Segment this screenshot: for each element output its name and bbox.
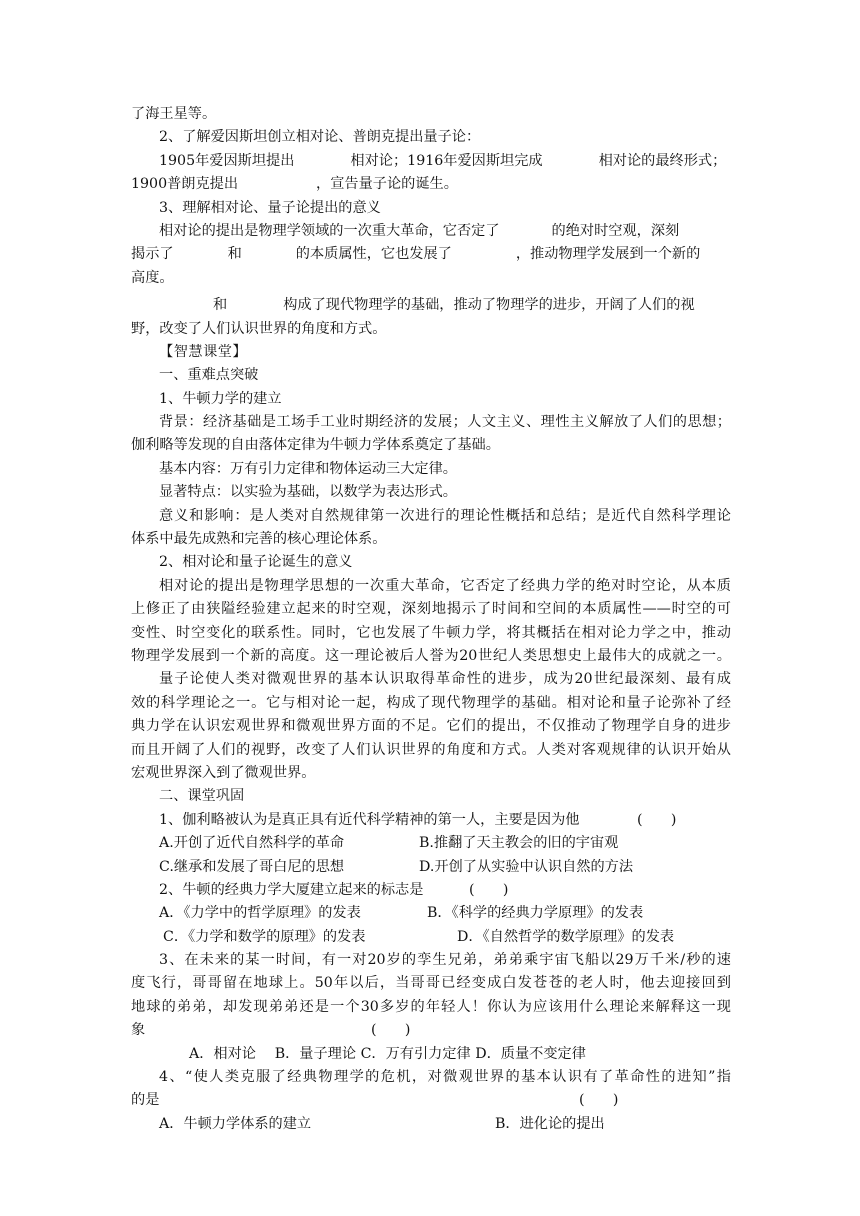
line-text: 3、理解相对论、量子论提出的意义 — [159, 199, 381, 216]
text-line — [131, 318, 731, 341]
question-stem — [131, 879, 731, 902]
line-text: ，宣告量子论的诞生。 — [316, 176, 458, 193]
fill-blank-line — [131, 150, 731, 173]
line-text: 的是 — [131, 1092, 160, 1109]
line-text: 相对论的最终形式； — [598, 152, 727, 169]
text-line — [131, 528, 731, 551]
line-text: 2、相对论和量子论诞生的意义 — [159, 554, 353, 571]
section-heading — [131, 364, 731, 387]
line-text: 3、在未来的某一时间，有一对20岁的孪生兄弟，弟弟乘宇宙飞船以29万千米/秒的速 — [159, 952, 731, 969]
options-text: A．相对论 B．量子理论 C．万有引力定律 D．质量不变定律 — [189, 1045, 586, 1062]
line-text: 效的科学理论之一。它与相对论一起，构成了现代物理学的基础。相对论和量子论弥补了经 — [131, 694, 731, 711]
text-line — [131, 411, 731, 434]
line-text: 4、“使人类克服了经典物理学的危机，对微观世界的基本认识有了革命性的进知”指 — [159, 1069, 731, 1086]
subheading — [131, 388, 731, 411]
text-line — [131, 739, 731, 762]
text-line — [131, 434, 731, 457]
text-line — [131, 972, 731, 995]
fill-blank-line — [131, 294, 731, 317]
option-a: A．牛顿力学体系的建立 — [159, 1115, 312, 1132]
line-text: 显著特点：以实验为基础，以数学为表达形式。 — [159, 484, 457, 501]
line-text: 度飞行，哥哥留在地球上。50年以后，当哥哥已经变成白发苍苍的老人时，他去迎接回到 — [131, 975, 731, 992]
text-line — [131, 598, 731, 621]
line-text: 意义和影响：是人类对自然规律第一次进行的理论性概括和总结；是近代自然科学理论 — [159, 507, 731, 524]
text-line — [131, 1019, 731, 1042]
line-text: 相对论的提出是物理学思想的一次重大革命，它否定了经典力学的绝对时空论，从本质 — [159, 577, 731, 594]
text-line — [131, 996, 731, 1019]
options-row — [131, 1043, 731, 1066]
fill-blank-line — [131, 173, 731, 196]
fill-blank-line — [131, 243, 731, 266]
option-b: B．进化论的提出 — [495, 1115, 605, 1132]
line-text: ，推动物理学发展到一个新的 — [515, 246, 701, 263]
line-text: 二、课堂巩固 — [159, 788, 245, 805]
subheading — [131, 197, 731, 220]
question-stem — [131, 949, 731, 972]
options-row — [131, 856, 731, 879]
line-text: 2、了解爱因斯坦创立相对论、普朗克提出量子论： — [159, 129, 481, 146]
line-text: 相对论的提出是物理学领域的一次重大革命，它否定了 — [159, 222, 500, 239]
line-text: 【智慧课堂】 — [159, 343, 248, 360]
option-c: C.继承和发展了哥白尼的思想 — [159, 858, 345, 875]
line-text: 变性、时空变化的联系性。同时，它也发展了牛顿力学，将其概括在相对论力学之中，推动 — [131, 624, 731, 641]
line-text: 了海王星等。 — [131, 106, 217, 122]
option-c: C．《力学和数学的原理》的发表 — [163, 928, 366, 945]
line-text: 物理学发展到一个新的高度。这一理论被后人誉为20世纪人类思想史上最伟大的成就之一。 — [131, 647, 731, 664]
line-text: 典力学在认识宏观世界和微观世界方面的不足。它们的提出，不仅推动了物理学自身的进步 — [131, 718, 731, 735]
line-text: 的本质属性，它也发展了 — [295, 246, 452, 263]
question-stem — [131, 809, 731, 832]
line-text: 和 — [213, 297, 228, 314]
subheading — [131, 551, 731, 574]
text-line — [131, 505, 731, 528]
line-text: 象 — [131, 1022, 146, 1039]
line-text: 的绝对时空观，深刻 — [551, 222, 680, 239]
option-a: A.开创了近代自然科学的革命 — [159, 835, 345, 852]
options-row — [131, 832, 731, 855]
options-row — [131, 926, 731, 949]
options-row — [131, 1113, 731, 1136]
text-line — [131, 481, 731, 504]
line-text: 1、牛顿力学的建立 — [159, 390, 282, 407]
line-text: 1、伽利略被认为是真正具有近代科学精神的第一人，主要是因为他 — [159, 811, 580, 828]
line-text: 1905年爱因斯坦提出 — [159, 152, 295, 169]
text-line — [131, 762, 731, 785]
text-line — [131, 715, 731, 738]
line-text: 而且开阔了人们的视野，改变了人们认识世界的角度和方式。人类对客观规律的认识开始从 — [131, 741, 731, 758]
subheading — [131, 126, 731, 149]
text-line — [131, 458, 731, 481]
option-d: D.开创了从实验中认识自然的方法 — [419, 858, 634, 875]
line-text: 野，改变了人们认识世界的角度和方式。 — [131, 320, 387, 337]
line-text: 地球的弟弟，却发现弟弟还是一个30多岁的年轻人！你认为应该用什么理论来解释这一现 — [131, 998, 731, 1015]
option-b: B．《科学的经典力学原理》的发表 — [427, 905, 644, 922]
document-page — [131, 103, 731, 1136]
options-row — [131, 902, 731, 925]
section-heading — [131, 341, 731, 364]
text-line — [131, 267, 731, 290]
answer-bracket: ( ) — [637, 811, 677, 828]
line-text: 量子论使人类对微观世界的基本认识取得革命性的进步，成为20世纪最深刻、最有成 — [159, 671, 731, 688]
line-text: 基本内容：万有引力定律和物体运动三大定律。 — [159, 460, 457, 477]
line-text: 和 — [227, 246, 242, 263]
text-line — [131, 668, 731, 691]
option-a: A．《力学中的哲学原理》的发表 — [159, 905, 361, 922]
answer-bracket: ( ) — [371, 1022, 411, 1039]
option-d: D．《自然哲学的数学原理》的发表 — [457, 928, 675, 945]
section-heading — [131, 785, 731, 808]
text-line — [131, 692, 731, 715]
answer-bracket: ( ) — [579, 1092, 619, 1109]
line-text: 一、重难点突破 — [159, 367, 259, 384]
line-text: 背景：经济基础是工场手工业时期经济的发展；人文主义、理性主义解放了人们的思想； — [159, 414, 731, 431]
text-line — [131, 645, 731, 668]
line-text: 揭示了 — [131, 246, 174, 263]
line-text: 宏观世界深入到了微观世界。 — [131, 764, 316, 781]
line-text: 相对论；1916年爱因斯坦完成 — [350, 152, 543, 169]
line-text: 高度。 — [131, 269, 174, 286]
fill-blank-line — [131, 220, 731, 243]
line-text: 1900普朗克提出 — [131, 176, 239, 193]
line-text: 伽利略等发现的自由落体定律为牛顿力学体系奠定了基础。 — [131, 437, 500, 454]
option-b: B.推翻了天主教会的旧的宇宙观 — [419, 835, 619, 852]
text-line — [131, 103, 731, 126]
line-text: 构成了现代物理学的基础，推动了物理学的进步，开阔了人们的视 — [283, 297, 695, 314]
question-stem — [131, 1066, 731, 1089]
line-text: 体系中最先成熟和完善的核心理论体系。 — [131, 531, 387, 548]
line-text: 2、牛顿的经典力学大厦建立起来的标志是 — [159, 881, 424, 898]
answer-bracket: ( ) — [469, 881, 509, 898]
text-line — [131, 1089, 731, 1112]
line-text: 上修正了由狭隘经验建立起来的时空观，深刻地揭示了时间和空间的本质属性——时空的可 — [131, 601, 731, 618]
text-line — [131, 622, 731, 645]
text-line — [131, 575, 731, 598]
